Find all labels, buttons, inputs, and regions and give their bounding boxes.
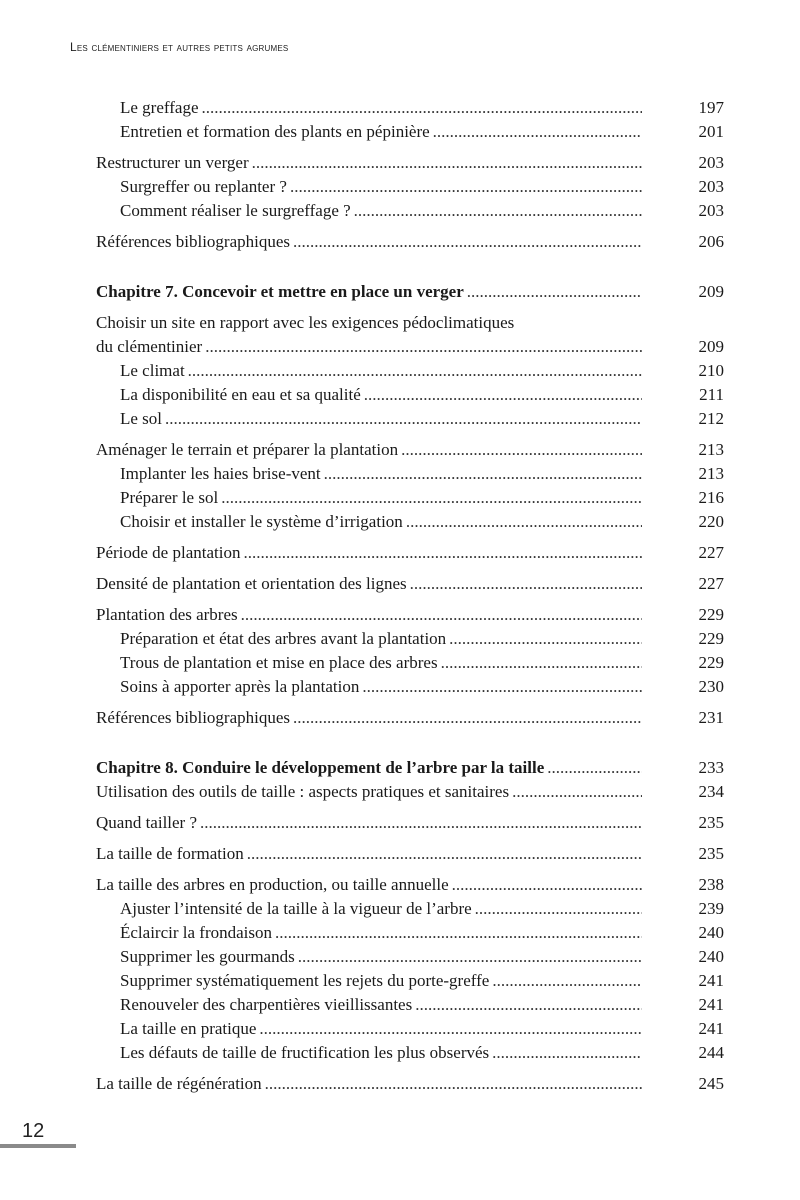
toc-title: La taille des arbres en production, ou taille annuelle bbox=[96, 875, 449, 894]
toc-title: Implanter les haies brise-vent bbox=[120, 464, 321, 483]
toc-title: Entretien et formation des plants en pépinière bbox=[120, 122, 430, 141]
toc-page: 227 bbox=[698, 543, 724, 562]
toc-page: 229 bbox=[698, 629, 724, 648]
toc-page: 216 bbox=[698, 488, 724, 507]
toc-page: 231 bbox=[698, 708, 724, 727]
dot-leader bbox=[433, 120, 642, 144]
toc-page: 235 bbox=[698, 813, 724, 832]
toc-title: Plantation des arbres bbox=[96, 605, 238, 624]
toc-page: 241 bbox=[698, 971, 724, 990]
toc-page: 203 bbox=[698, 177, 724, 196]
toc-page: 234 bbox=[698, 782, 724, 801]
toc-page: 209 bbox=[698, 337, 724, 356]
toc-title: Période de plantation bbox=[96, 543, 241, 562]
toc-title: Références bibliographiques bbox=[96, 708, 291, 727]
toc-page: 233 bbox=[698, 758, 724, 777]
dot-leader bbox=[188, 359, 642, 383]
toc-title-line2: du clémentinier bbox=[96, 337, 203, 356]
dot-leader bbox=[452, 873, 642, 897]
dot-leader bbox=[290, 175, 642, 199]
toc-title: Les défauts de taille de fructification les plus observés bbox=[120, 1043, 490, 1062]
toc-subentry bbox=[96, 96, 724, 120]
toc-page: 209 bbox=[698, 282, 724, 301]
toc-title: Choisir et installer le système d’irrigation bbox=[120, 512, 403, 531]
toc-subentry bbox=[96, 969, 724, 993]
toc-subentry bbox=[96, 359, 724, 383]
toc-page: 213 bbox=[698, 464, 724, 483]
toc-entry bbox=[96, 230, 724, 254]
toc-title: Utilisation des outils de taille : aspects pratiques et sanitaires bbox=[96, 782, 510, 801]
toc-page: 203 bbox=[698, 153, 724, 172]
toc-subentry bbox=[96, 510, 724, 534]
toc-entry bbox=[96, 780, 724, 804]
toc-subentry bbox=[96, 675, 724, 699]
toc-page: 239 bbox=[698, 899, 724, 918]
toc-title: Le greffage bbox=[120, 98, 199, 117]
dot-leader bbox=[221, 486, 642, 510]
dot-leader bbox=[441, 651, 642, 675]
toc-subentry bbox=[96, 462, 724, 486]
toc-subentry bbox=[96, 199, 724, 223]
dot-leader bbox=[512, 780, 642, 804]
toc-page: 229 bbox=[698, 605, 724, 624]
folio-rule bbox=[0, 1144, 76, 1148]
dot-leader bbox=[362, 675, 642, 699]
dot-leader bbox=[298, 945, 642, 969]
toc-title: Restructurer un verger bbox=[96, 153, 249, 172]
table-of-contents bbox=[96, 96, 724, 1096]
toc-entry bbox=[96, 603, 724, 627]
dot-leader bbox=[165, 407, 642, 431]
toc-entry bbox=[96, 811, 724, 835]
toc-page: 197 bbox=[698, 98, 724, 117]
toc-page: 210 bbox=[698, 361, 724, 380]
toc-title: La disponibilité en eau et sa qualité bbox=[120, 385, 361, 404]
toc-title: Ajuster l’intensité de la taille à la vigueur de l’arbre bbox=[120, 899, 472, 918]
toc-title: Supprimer les gourmands bbox=[120, 947, 295, 966]
dot-leader bbox=[293, 706, 642, 730]
toc-page: 212 bbox=[698, 409, 724, 428]
page-number: 12 bbox=[22, 1120, 45, 1142]
toc-subentry bbox=[96, 1041, 724, 1065]
toc-title: Le climat bbox=[120, 361, 185, 380]
toc-title: Supprimer systématiquement les rejets du porte-greffe bbox=[120, 971, 490, 990]
toc-title: Préparation et état des arbres avant la plantation bbox=[120, 629, 447, 648]
toc-page: 240 bbox=[698, 947, 724, 966]
toc-page: 201 bbox=[698, 122, 724, 141]
toc-entry bbox=[96, 1072, 724, 1096]
toc-title: La taille de formation bbox=[96, 844, 244, 863]
toc-subentry bbox=[96, 407, 724, 431]
toc-entry bbox=[96, 572, 724, 596]
toc-page: 241 bbox=[698, 1019, 724, 1038]
toc-entry bbox=[96, 438, 724, 462]
dot-leader bbox=[449, 627, 642, 651]
toc-page: 245 bbox=[698, 1074, 724, 1093]
toc-page: 213 bbox=[698, 440, 724, 459]
toc-title: Chapitre 7. Concevoir et mettre en place un verger bbox=[96, 282, 464, 301]
dot-leader bbox=[324, 462, 642, 486]
toc-entry bbox=[96, 311, 724, 359]
dot-leader bbox=[415, 993, 642, 1017]
toc-page: 230 bbox=[698, 677, 724, 696]
dot-leader bbox=[275, 921, 642, 945]
dot-leader bbox=[401, 438, 642, 462]
toc-entry bbox=[96, 873, 724, 897]
toc-subentry bbox=[96, 627, 724, 651]
toc-subentry bbox=[96, 651, 724, 675]
toc-page: 241 bbox=[698, 995, 724, 1014]
dot-leader bbox=[406, 510, 642, 534]
toc-page: 238 bbox=[698, 875, 724, 894]
toc-entry bbox=[96, 541, 724, 565]
toc-title: Quand tailler ? bbox=[96, 813, 198, 832]
toc-page: 211 bbox=[699, 385, 724, 404]
toc-entry bbox=[96, 151, 724, 175]
dot-leader bbox=[247, 842, 642, 866]
toc-title: Densité de plantation et orientation des lignes bbox=[96, 574, 407, 593]
dot-leader bbox=[259, 1017, 642, 1041]
toc-title: Éclaircir la frondaison bbox=[120, 923, 272, 942]
toc-title: Préparer le sol bbox=[120, 488, 219, 507]
running-head: Les clémentiniers et autres petits agrumes bbox=[70, 40, 289, 54]
toc-chapter bbox=[96, 280, 724, 304]
dot-leader bbox=[410, 572, 642, 596]
toc-entry bbox=[96, 706, 724, 730]
toc-subentry bbox=[96, 945, 724, 969]
dot-leader bbox=[252, 151, 642, 175]
dot-leader bbox=[492, 969, 642, 993]
toc-title: La taille en pratique bbox=[120, 1019, 257, 1038]
dot-leader bbox=[205, 335, 642, 359]
toc-page: 206 bbox=[698, 232, 724, 251]
dot-leader bbox=[200, 811, 642, 835]
toc-subentry bbox=[96, 383, 724, 407]
dot-leader bbox=[475, 897, 642, 921]
toc-page: 244 bbox=[698, 1043, 724, 1062]
toc-chapter bbox=[96, 756, 724, 780]
toc-title: Le sol bbox=[120, 409, 163, 428]
dot-leader bbox=[265, 1072, 642, 1096]
dot-leader bbox=[293, 230, 642, 254]
dot-leader bbox=[467, 280, 642, 304]
toc-title: Soins à apporter après la plantation bbox=[120, 677, 360, 696]
dot-leader bbox=[492, 1041, 642, 1065]
toc-title: Aménager le terrain et préparer la plantation bbox=[96, 440, 399, 459]
toc-subentry bbox=[96, 993, 724, 1017]
toc-page: 229 bbox=[698, 653, 724, 672]
toc-entry bbox=[96, 842, 724, 866]
toc-title: Comment réaliser le surgreffage ? bbox=[120, 201, 351, 220]
toc-title: Chapitre 8. Conduire le développement de l’arbre par la taille bbox=[96, 758, 545, 777]
toc-subentry bbox=[96, 175, 724, 199]
toc-subentry bbox=[96, 897, 724, 921]
toc-subentry bbox=[96, 921, 724, 945]
toc-title: Trous de plantation et mise en place des arbres bbox=[120, 653, 438, 672]
toc-page: 227 bbox=[698, 574, 724, 593]
toc-page: 240 bbox=[698, 923, 724, 942]
dot-leader bbox=[364, 383, 642, 407]
toc-subentry bbox=[96, 120, 724, 144]
toc-page: 203 bbox=[698, 201, 724, 220]
dot-leader bbox=[202, 96, 643, 120]
toc-page: 235 bbox=[698, 844, 724, 863]
toc-title: Surgreffer ou replanter ? bbox=[120, 177, 287, 196]
toc-subentry bbox=[96, 486, 724, 510]
dot-leader bbox=[547, 756, 642, 780]
dot-leader bbox=[241, 603, 642, 627]
toc-title-continuation bbox=[96, 335, 724, 359]
toc-subentry bbox=[96, 1017, 724, 1041]
toc-title: La taille de régénération bbox=[96, 1074, 262, 1093]
toc-title: Renouveler des charpentières vieillissantes bbox=[120, 995, 413, 1014]
toc-title: Choisir un site en rapport avec les exigences pédoclimatiques bbox=[96, 313, 515, 332]
dot-leader bbox=[354, 199, 642, 223]
dot-leader bbox=[243, 541, 642, 565]
toc-page: 220 bbox=[698, 512, 724, 531]
toc-title: Références bibliographiques bbox=[96, 232, 291, 251]
